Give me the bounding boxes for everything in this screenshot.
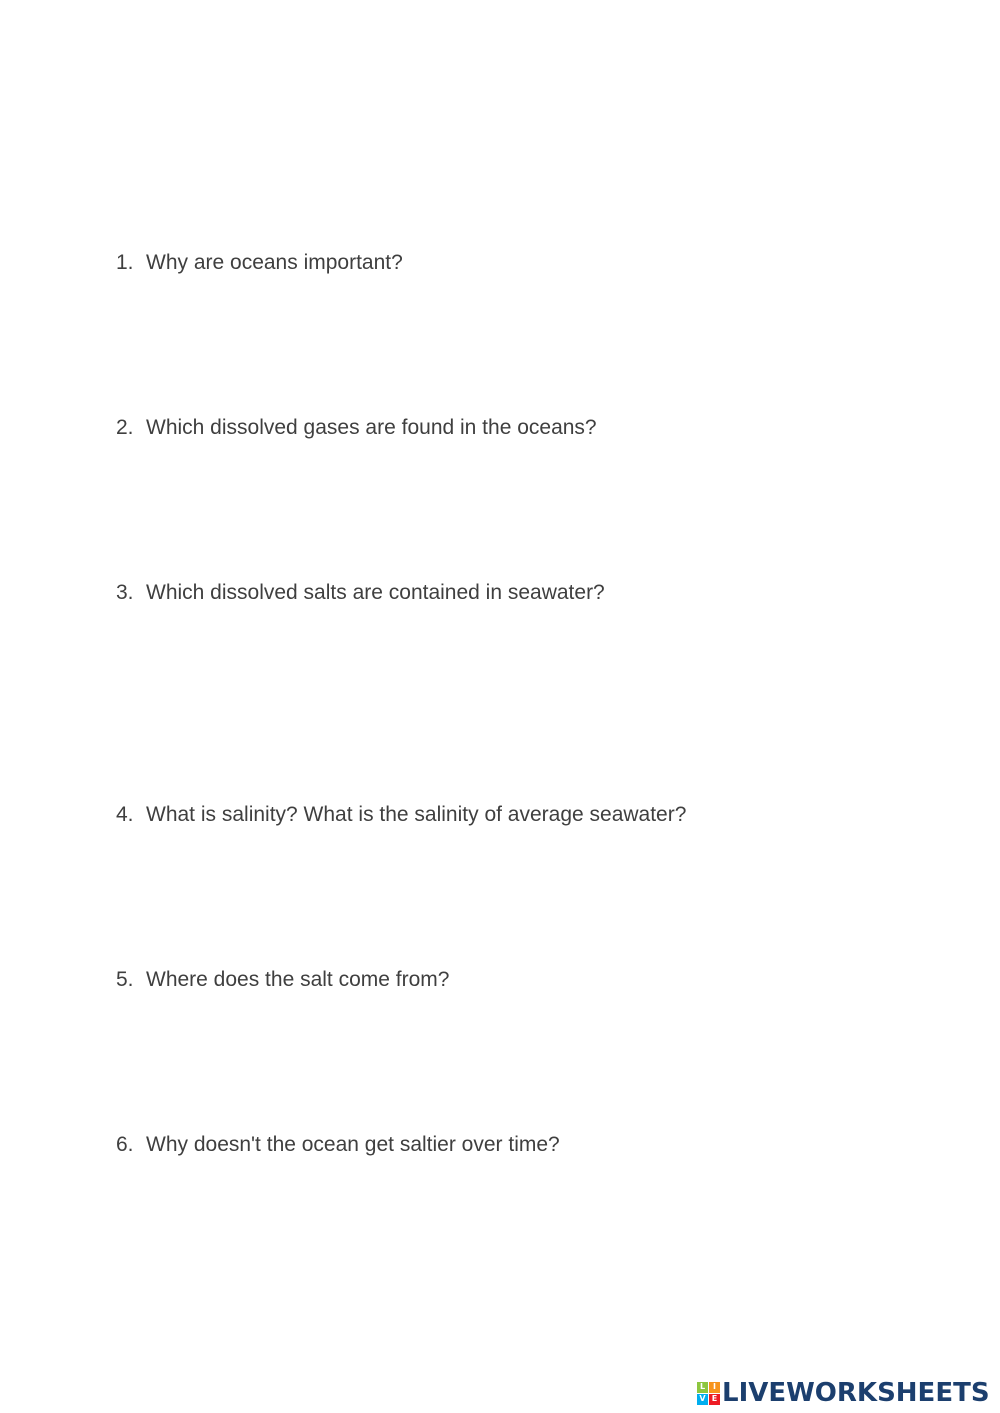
question-text: Why are oceans important?: [146, 251, 403, 274]
question-text: Which dissolved salts are contained in seawater?: [146, 581, 605, 604]
question-2: [116, 415, 597, 441]
question-text: What is salinity? What is the salinity of average seawater?: [146, 803, 687, 826]
question-1: [116, 250, 403, 276]
question-text: Where does the salt come from?: [146, 968, 450, 991]
question-number: 1.: [116, 251, 134, 274]
question-text: Which dissolved gases are found in the oceans?: [146, 416, 597, 439]
question-4: [116, 802, 686, 828]
question-number: 2.: [116, 416, 134, 439]
brand-name: LIVEWORKSHEETS: [722, 1378, 990, 1408]
question-number: 6.: [116, 1133, 134, 1156]
logo-tile: L: [697, 1382, 708, 1393]
question-number: 3.: [116, 581, 134, 604]
question-6: [116, 1132, 560, 1158]
question-text: Why doesn't the ocean get saltier over time?: [146, 1133, 560, 1156]
logo-tile: E: [709, 1394, 720, 1405]
liveworksheets-logo-icon: [697, 1382, 720, 1405]
question-number: 5.: [116, 968, 134, 991]
logo-tile: I: [709, 1382, 720, 1393]
liveworksheets-brand: [697, 1378, 990, 1408]
question-3: [116, 580, 605, 606]
question-number: 4.: [116, 803, 134, 826]
logo-tile: V: [697, 1394, 708, 1405]
question-5: [116, 967, 449, 993]
